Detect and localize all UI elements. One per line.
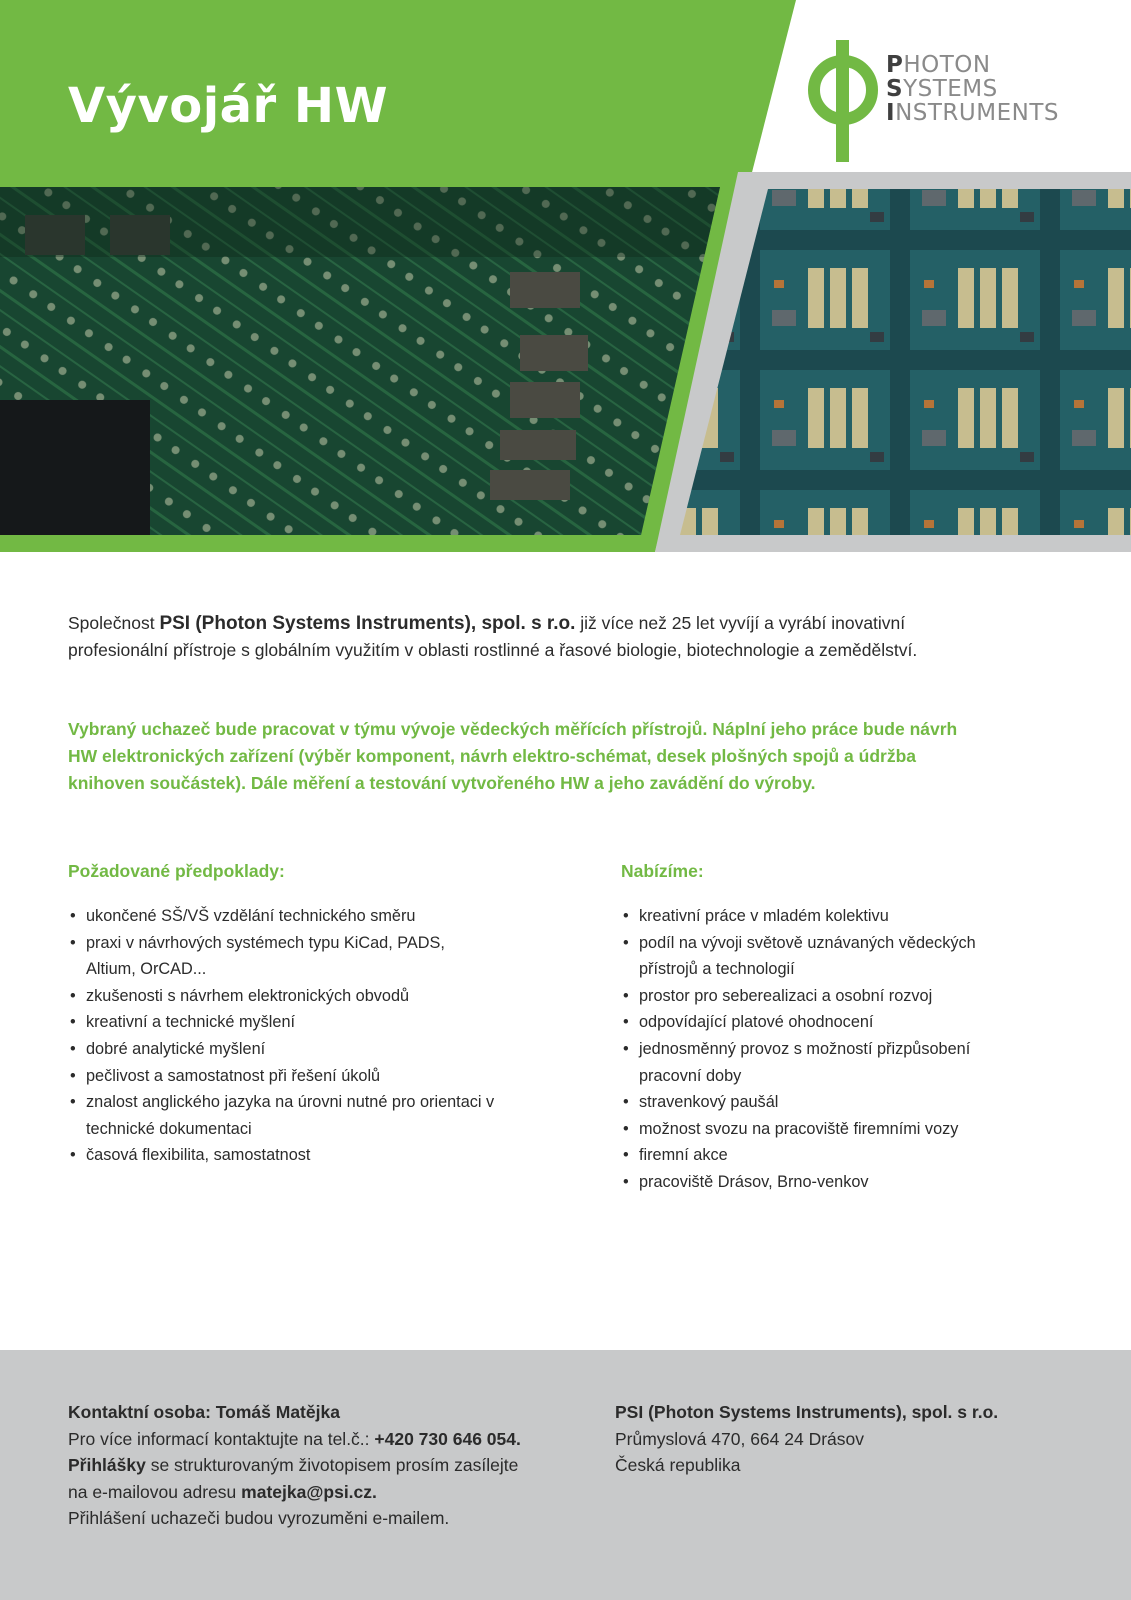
offer-heading: Nabízíme: — [621, 861, 704, 881]
logo-line-systems: SYSTEMS — [886, 76, 998, 102]
contact-footer — [0, 1350, 1131, 1600]
list-item: • firemní akce — [621, 1142, 1061, 1169]
list-item: • pečlivost a samostatnost při řešení úkolů — [68, 1063, 538, 1090]
list-item: • kreativní a technické myšlení — [68, 1009, 538, 1036]
applicant-notice: Přihlášení uchazeči budou vyrozuměni e-mailem. — [68, 1508, 450, 1529]
list-item: • časová flexibilita, samostatnost — [68, 1142, 538, 1169]
list-item: • pracoviště Drásov, Brno-venkov — [621, 1169, 1061, 1196]
list-item: • prostor pro seberealizaci a osobní rozvoj — [621, 983, 1061, 1010]
list-item: • možnost svozu na pracoviště firemními vozy — [621, 1116, 1061, 1143]
company-logo — [808, 40, 1078, 162]
phi-logo-icon — [808, 40, 878, 162]
offer-section — [621, 859, 1061, 1196]
contact-email: matejka@psi.cz. — [241, 1481, 377, 1502]
contact-person: Kontaktní osoba: Tomáš Matějka — [68, 1402, 340, 1422]
list-item: • praxi v návrhových systémech typu KiCad, PADS, Altium, OrCAD... — [68, 930, 476, 983]
list-item: • kreativní práce v mladém kolektivu — [621, 903, 1061, 930]
logo-line-instruments: INSTRUMENTS — [886, 100, 1059, 126]
list-item: • ukončené SŠ/VŠ vzdělání technického směru — [68, 903, 538, 930]
list-item: • znalost anglického jazyka na úrovni nutné pro orientaci v technické dokumentaci — [68, 1089, 536, 1142]
company-street: Průmyslová 470, 664 24 Drásov — [615, 1428, 865, 1449]
list-item: • dobré analytické myšlení — [68, 1036, 538, 1063]
list-item: • zkušenosti s návrhem elektronických obvodů — [68, 983, 538, 1010]
contact-phone-line: Pro více informací kontaktujte na tel.č.: +420 730 646 054. — [68, 1428, 521, 1449]
company-name-inline: PSI (Photon Systems Instruments), spol. s r.o. — [159, 613, 576, 634]
requirements-list — [68, 903, 538, 1169]
logo-wordmark — [886, 53, 1059, 125]
contact-email-line: na e-mailovou adresu matejka@psi.cz. — [68, 1481, 377, 1502]
page-title: Vývojář HW — [68, 78, 389, 134]
requirements-heading: Požadované předpoklady: — [68, 861, 285, 881]
company-intro: Společnost PSI (Photon Systems Instruments), spol. s r.o. již více než 25 let vyvíjí a vyrábí inovativní profesionální přístroje s globálním využitím v oblasti rostlinné a řasové biologie, biotechnologie a zemědělství. — [68, 613, 918, 660]
company-address — [615, 1399, 1095, 1479]
applications-line: Přihlášky se strukturovaným životopisem prosím zasílejte — [68, 1455, 519, 1476]
list-item: • podíl na vývoji světově uznávaných vědeckých přístrojů a technologií — [621, 930, 1019, 983]
offer-list — [621, 903, 1061, 1196]
circuit-board-photo — [0, 187, 720, 535]
role-description: Vybraný uchazeč bude pracovat v týmu vývoje vědeckých měřících přístrojů. Náplní jeho práce bude návrh HW elektronických zařízení (výběr komponent, návrh elektro-schémat, desek plošných spojů a údržba knihoven součástek). Dále měření a testování vytvořeného HW a jeho zavádění do výroby. — [68, 719, 958, 793]
contact-block — [68, 1399, 588, 1532]
list-item: • odpovídající platové ohodnocení — [621, 1009, 1061, 1036]
list-item: • stravenkový paušál — [621, 1089, 1061, 1116]
logo-line-photon: PHOTON — [886, 52, 991, 78]
contact-phone: +420 730 646 054. — [374, 1428, 521, 1449]
requirements-section — [68, 859, 538, 1169]
company-country: Česká republika — [615, 1455, 741, 1476]
list-item: • jednosměnný provoz s možností přizpůsobení pracovní doby — [621, 1036, 1029, 1089]
company-name: PSI (Photon Systems Instruments), spol. s r.o. — [615, 1402, 999, 1422]
